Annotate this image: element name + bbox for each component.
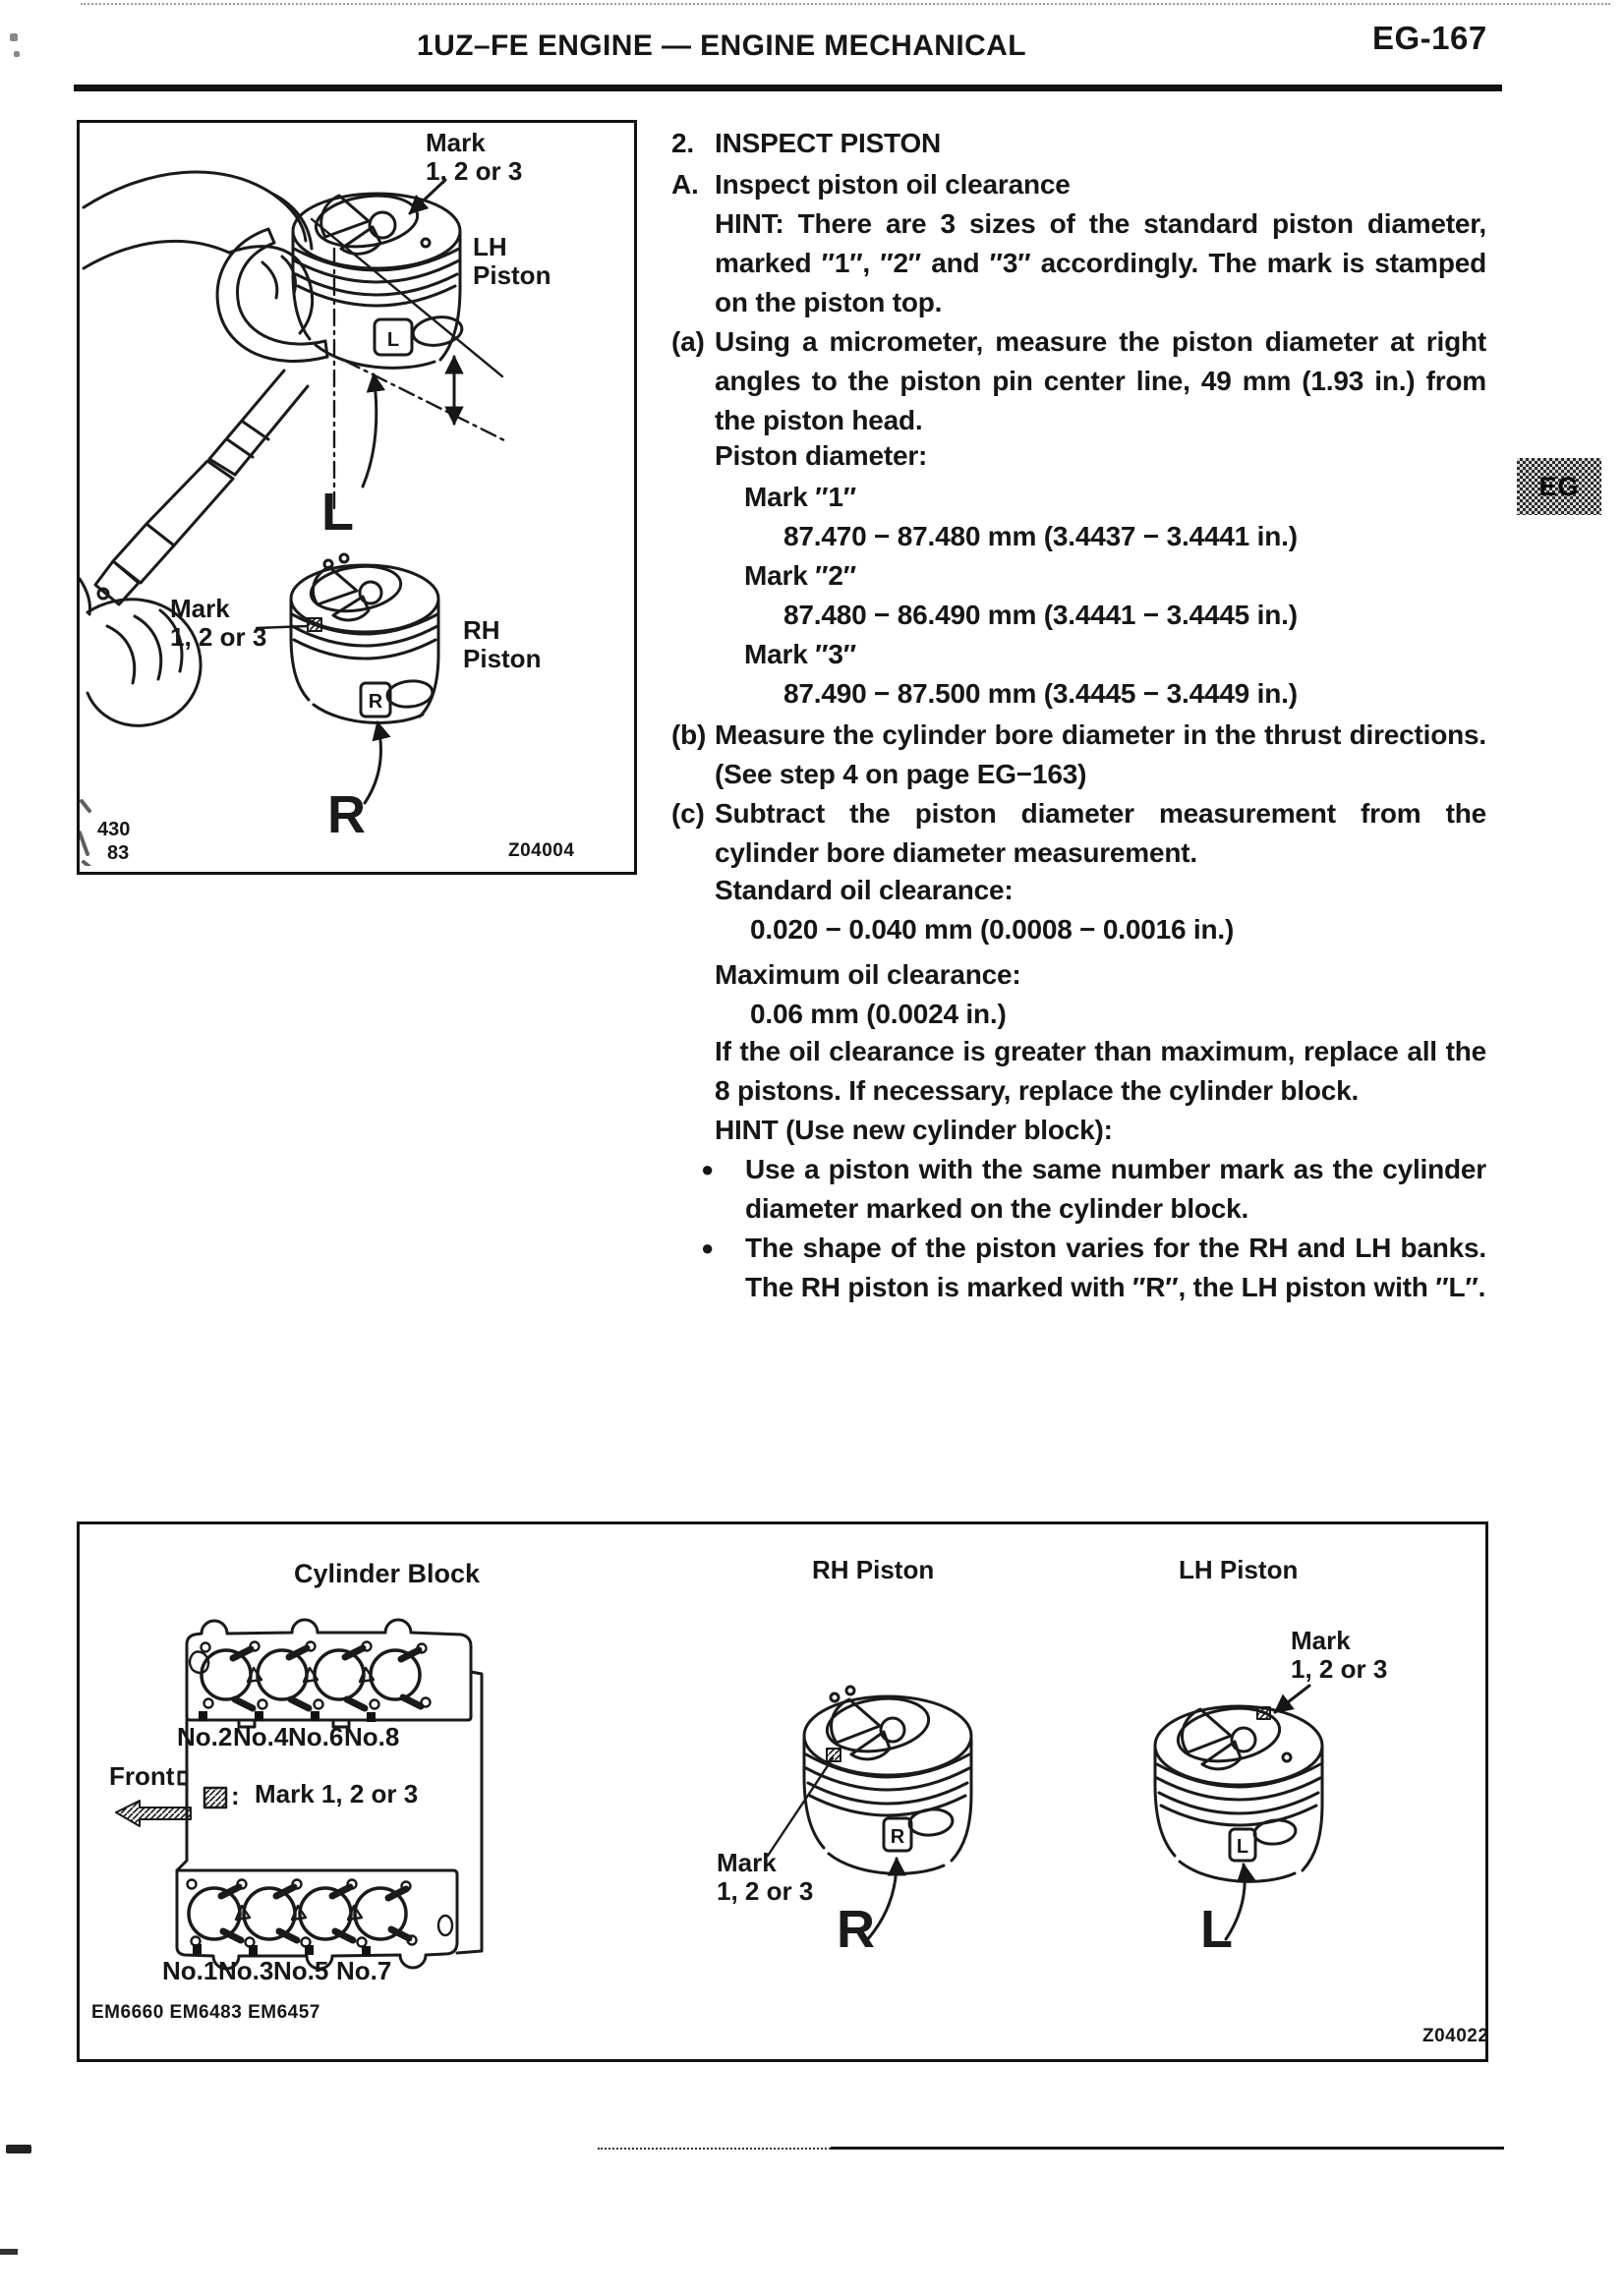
rh-mark-callout: Mark 1, 2 or 3 xyxy=(717,1848,814,1906)
figure-code: Z04022 xyxy=(1422,2026,1489,2046)
step-a-text: Using a micrometer, measure the piston diameter at right angles to the piston pin center line, 49 mm (1.93 in.) from the piston head. xyxy=(715,326,1486,435)
standard-clearance-heading: Standard oil clearance: xyxy=(715,875,1014,905)
spec-mark: Mark ″1″ xyxy=(744,482,856,512)
spec-mark: Mark ″3″ xyxy=(744,639,856,669)
hint-paragraph: HINT: There are 3 sizes of the standard piston diameter, marked ″1″, ″2″ and ″3″ accordingly. The mark is stamped on the piston top. xyxy=(715,208,1486,317)
step-b xyxy=(671,716,1486,794)
r-letter-callout: R xyxy=(837,1900,875,1959)
figure-piston-measurement xyxy=(77,120,637,875)
rh-piston-label: RH Piston xyxy=(463,615,542,673)
legend-hatch-swatch-icon xyxy=(204,1788,226,1808)
step-a xyxy=(671,322,1486,440)
hand-forearm-drawing xyxy=(84,172,313,333)
procedure-text xyxy=(671,124,1486,1307)
r-mark-arrow-icon xyxy=(365,722,380,803)
top-dotted-line xyxy=(81,3,1610,5)
bullet-icon: ● xyxy=(701,1235,715,1260)
bottom-dotted-line xyxy=(598,2148,831,2150)
mark-callout-label-rh: Mark 1, 2 or 3 xyxy=(170,594,267,652)
figure-corner-code: 430 xyxy=(97,819,131,840)
cylinder-label: No.7 xyxy=(336,1956,392,1985)
step-c xyxy=(671,794,1486,873)
legend-colon: : xyxy=(231,1781,240,1810)
cylinder-label: No.1 xyxy=(162,1956,218,1985)
lh-piston-label: LH Piston xyxy=(473,232,551,290)
l-letter-callout: L xyxy=(321,483,354,542)
hint2-heading: HINT (Use new cylinder block): xyxy=(715,1115,1113,1145)
legend-text: Mark 1, 2 or 3 xyxy=(255,1779,419,1808)
cylinder-label: No.4 xyxy=(233,1722,289,1751)
front-direction-arrow-icon xyxy=(116,1801,191,1826)
rh-piston-drawing xyxy=(257,554,438,803)
step-heading xyxy=(671,124,1486,163)
scan-smudge xyxy=(6,2145,31,2153)
spec-value: 87.480 − 86.490 mm (3.4441 − 3.4445 in.) xyxy=(783,600,1298,630)
step-c-label: (c) xyxy=(671,798,705,829)
step-c-text: Subtract the piston diameter measurement from the cylinder bore diameter measurement. xyxy=(715,798,1486,868)
cylinder-label: No.6 xyxy=(288,1722,344,1751)
lh-skirt-mark-letter: L xyxy=(386,329,400,351)
eg-section-tab-label: EG xyxy=(1538,471,1580,501)
hint-bullet-2: ● The shape of the piston varies for the RH and LH banks. The RH piston is marked with ″R″, the LH piston with ″L″. xyxy=(671,1229,1486,1307)
cylinder-label: No.5 xyxy=(273,1956,329,1985)
substep-letter: A. xyxy=(671,169,699,200)
maximum-clearance-heading: Maximum oil clearance: xyxy=(715,959,1021,990)
step-a-label: (a) xyxy=(671,326,705,357)
front-label: Front xyxy=(109,1761,175,1791)
hint-bullet-1: ● Use a piston with the same number mark as the cylinder diameter marked on the cylinder block. xyxy=(671,1150,1486,1229)
lh-skirt-mark-letter: L xyxy=(1236,1836,1249,1858)
substep-title: Inspect piston oil clearance xyxy=(715,169,1071,200)
step-b-label: (b) xyxy=(671,719,707,750)
maximum-clearance-value: 0.06 mm (0.0024 in.) xyxy=(750,999,1007,1029)
page-header-title: 1UZ–FE ENGINE — ENGINE MECHANICAL xyxy=(417,29,1026,62)
mark-callout-label: Mark 1, 2 or 3 xyxy=(426,128,523,186)
scan-smudge xyxy=(0,2249,18,2255)
lh-piston-drawing-bottom xyxy=(1155,1686,1322,1939)
rh-piston-title: RH Piston xyxy=(812,1555,935,1584)
spec-value: 87.490 − 87.500 mm (3.4445 − 3.4449 in.) xyxy=(783,678,1298,709)
scan-speck xyxy=(14,51,20,57)
lh-piston-title: LH Piston xyxy=(1179,1555,1299,1584)
scan-smudge xyxy=(80,801,93,866)
bottom-rule xyxy=(831,2147,1504,2150)
spec-value: 87.470 − 87.480 mm (3.4437 − 3.4441 in.) xyxy=(783,521,1298,551)
r-letter-callout: R xyxy=(327,785,366,844)
l-mark-arrow-icon xyxy=(363,374,377,487)
page-number: EG-167 xyxy=(1372,20,1487,56)
l-letter-callout: L xyxy=(1200,1900,1233,1959)
bullet-icon: ● xyxy=(701,1157,715,1181)
cylinder-block-title: Cylinder Block xyxy=(294,1559,481,1588)
lh-mark-callout: Mark 1, 2 or 3 xyxy=(1291,1626,1388,1684)
step-title: INSPECT PISTON xyxy=(715,128,942,158)
cylinder-label: No.3 xyxy=(218,1956,274,1985)
cylinder-label: No.8 xyxy=(344,1722,400,1751)
eg-section-tab xyxy=(1517,458,1601,515)
spec-mark: Mark ″2″ xyxy=(744,560,856,591)
standard-clearance-value: 0.020 − 0.040 mm (0.0008 − 0.0016 in.) xyxy=(750,914,1235,945)
substep-heading xyxy=(671,165,1486,204)
header-rule xyxy=(74,85,1502,91)
step-number: 2. xyxy=(671,128,694,158)
cylinder-label: No.2 xyxy=(177,1722,233,1751)
figure-em-codes: EM6660 EM6483 EM6457 xyxy=(91,2002,320,2023)
figure-corner-code: 83 xyxy=(107,842,130,864)
scan-speck xyxy=(10,33,18,41)
mark-leader-arrow-icon xyxy=(1275,1686,1309,1712)
rh-skirt-mark-letter: R xyxy=(368,691,383,713)
step-b-text: Measure the cylinder bore diameter in the thrust directions. (See step 4 on page EG−163) xyxy=(715,719,1486,789)
piston-diameter-specs xyxy=(671,478,1486,714)
replace-paragraph: If the oil clearance is greater than maximum, replace all the 8 pistons. If necessary, replace the cylinder block. xyxy=(715,1036,1486,1106)
rh-skirt-mark-letter: R xyxy=(890,1826,905,1848)
mark-position-squares-bottom xyxy=(193,1944,371,1956)
piston-diameter-heading: Piston diameter: xyxy=(715,440,928,471)
figure-code: Z04004 xyxy=(508,840,575,861)
figure-cylinder-block-pistons xyxy=(77,1521,1488,2062)
